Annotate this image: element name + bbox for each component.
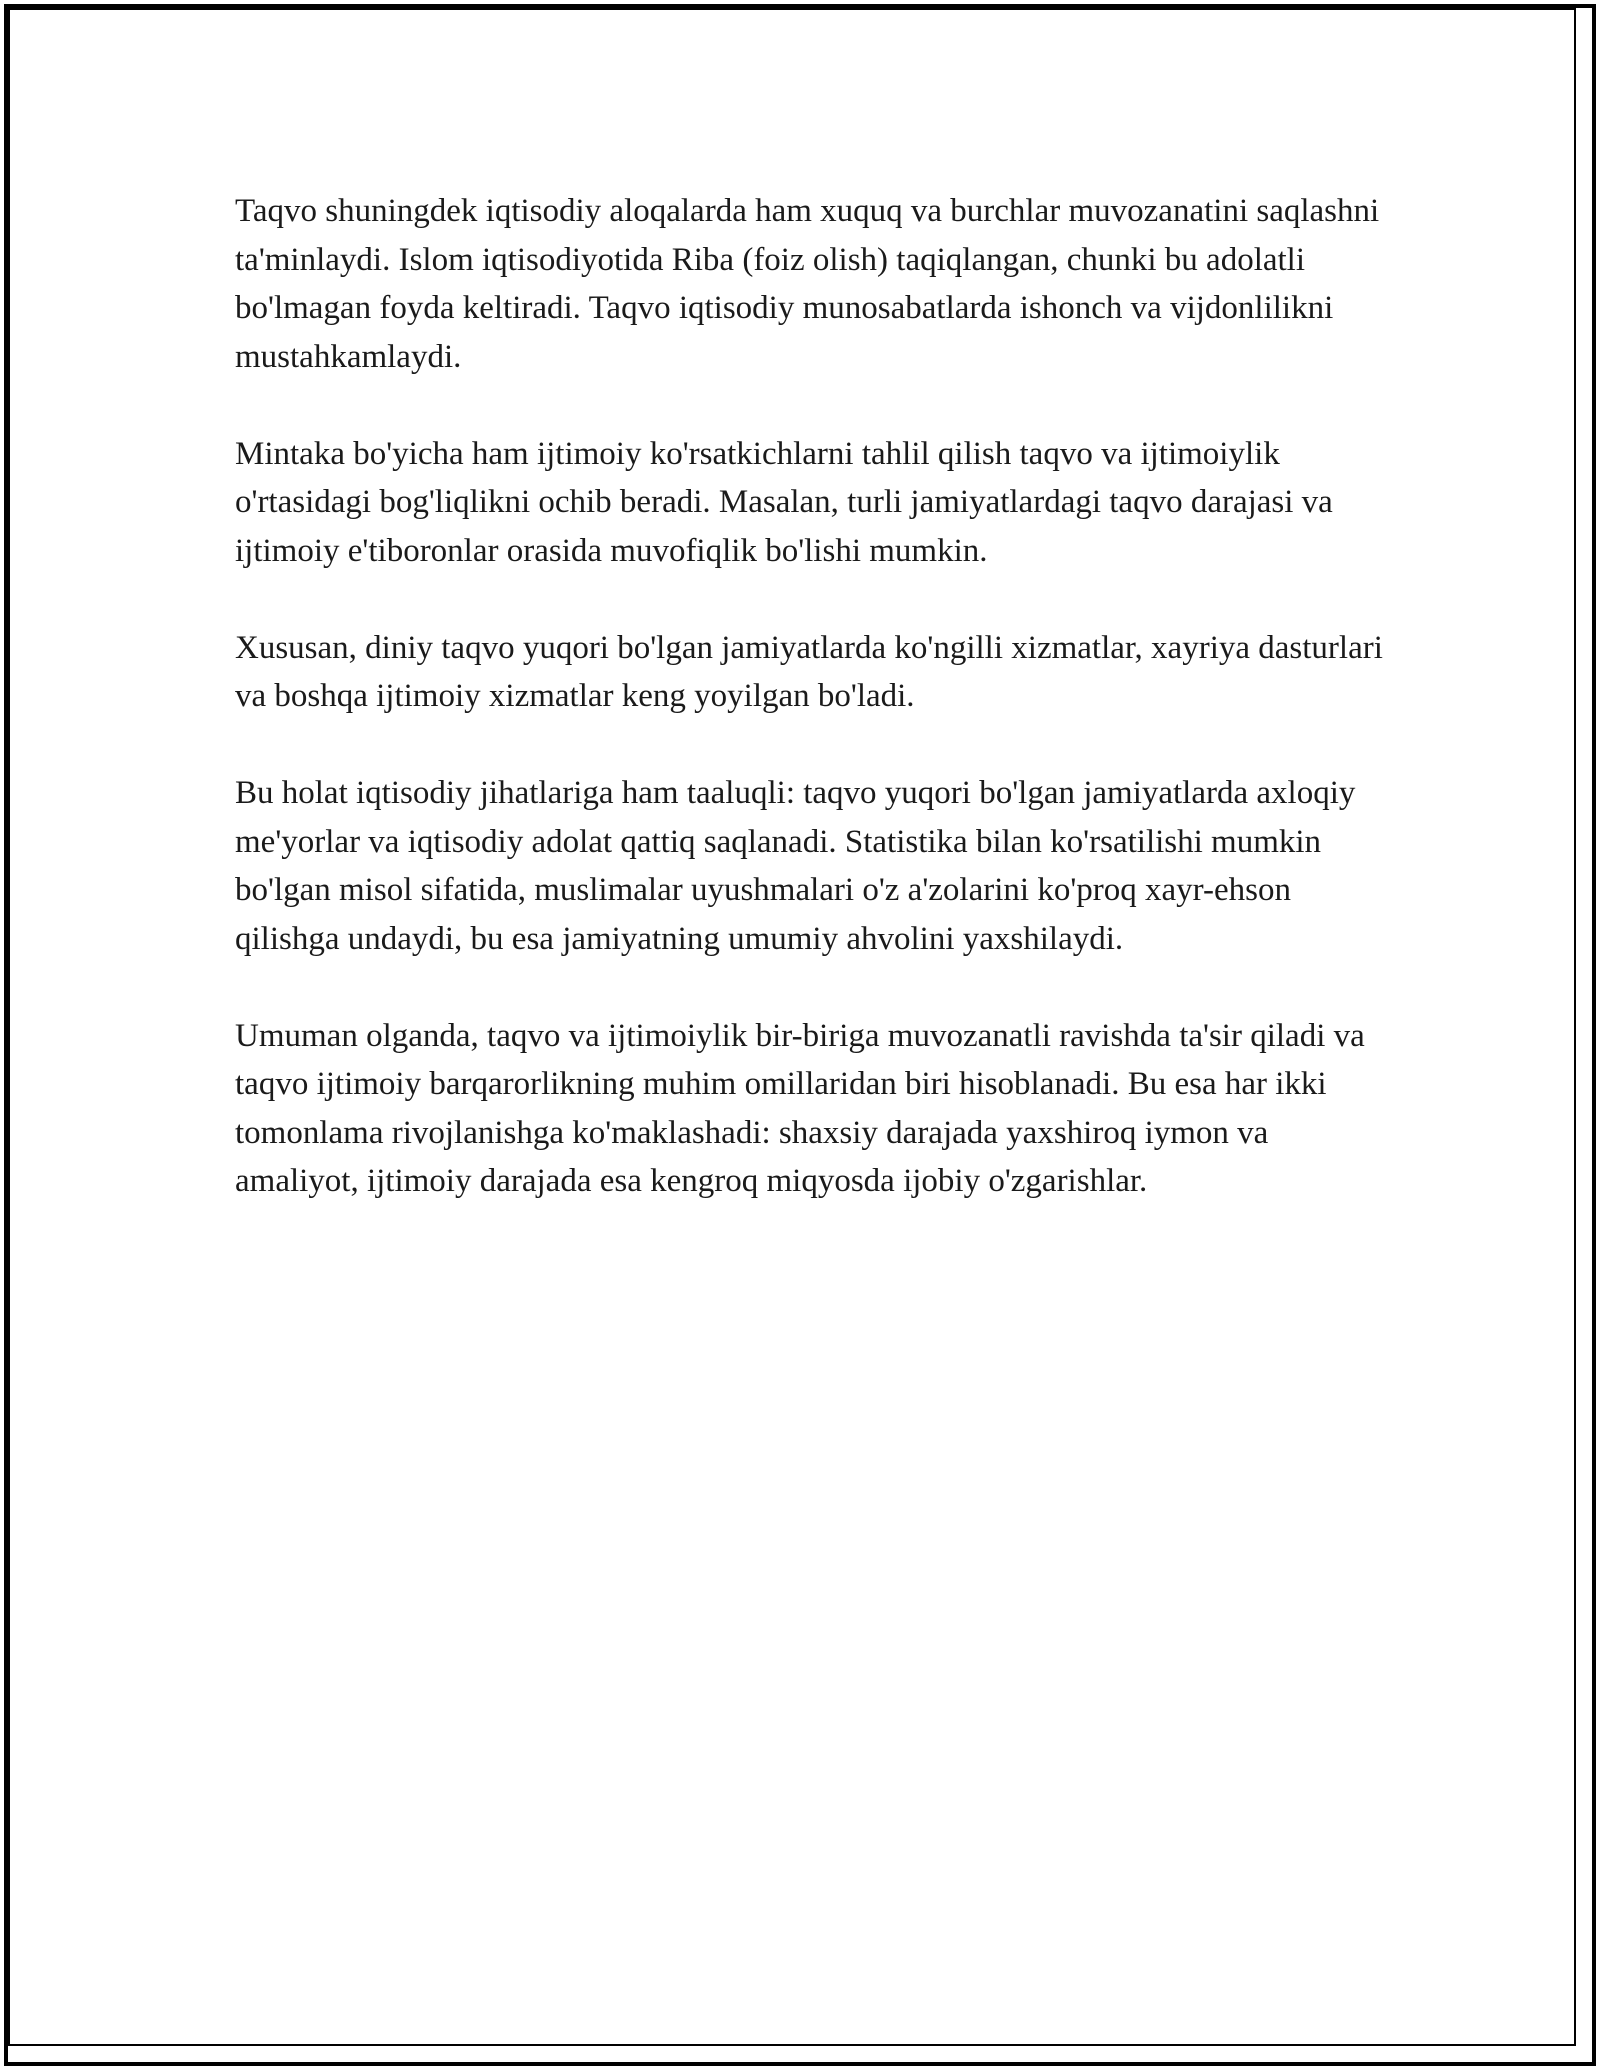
paragraph: Mintaka bo'yicha ham ijtimoiy ko'rsatkichlarni tahlil qilish taqvo va ijtimoiylik o'rtasidagi bog'liqlikni ochib beradi. Masalan, turli jamiyatlardagi taqvo darajasi va ijtimoiy e'tiboronlar orasida muvofiqlik bo'lishi mumkin.	[235, 435, 1333, 569]
paragraph: Xususan, diniy taqvo yuqori bo'lgan jamiyatlarda ko'ngilli xizmatlar, xayriya dasturlari va boshqa ijtimoiy xizmatlar keng yoyilgan bo'ladi.	[235, 629, 1383, 714]
paragraph: Taqvo shuningdek iqtisodiy aloqalarda ham xuquq va burchlar muvozanatini saqlashni ta'minlaydi. Islom iqtisodiyotida Riba (foiz olish) taqiqlangan, chunki bu adolatli bo'lmagan foyda keltiradi. Taqvo iqtisodiy munosabatlarda ishonch va vijdonlilikni mustahkamlaydi.	[235, 193, 1380, 375]
paragraph: Umuman olganda, taqvo va ijtimoiylik bir-biriga muvozanatli ravishda ta'sir qiladi va taqvo ijtimoiy barqarorlikning muhim omillaridan biri hisoblanadi. Bu esa har ikki tomonlama rivojlanishga ko'maklashadi: shaxsiy darajada yaxshiroq iymon va amaliyot, ijtimoiy darajada esa kengroq miqyosda ijobiy o'zgarishlar.	[235, 1017, 1365, 1199]
paragraph: Bu holat iqtisodiy jihatlariga ham taaluqli: taqvo yuqori bo'lgan jamiyatlarda axloqiy me'yorlar va iqtisodiy adolat qattiq saqlanadi. Statistika bilan ko'rsatilishi mumkin bo'lgan misol sifatida, muslimalar uyushmalari o'z a'zolarini ko'proq xayr-ehson qilishga undaydi, bu esa jamiyatning umumiy ahvolini yaxshilaydi.	[235, 775, 1356, 957]
document-body	[235, 187, 1385, 1254]
